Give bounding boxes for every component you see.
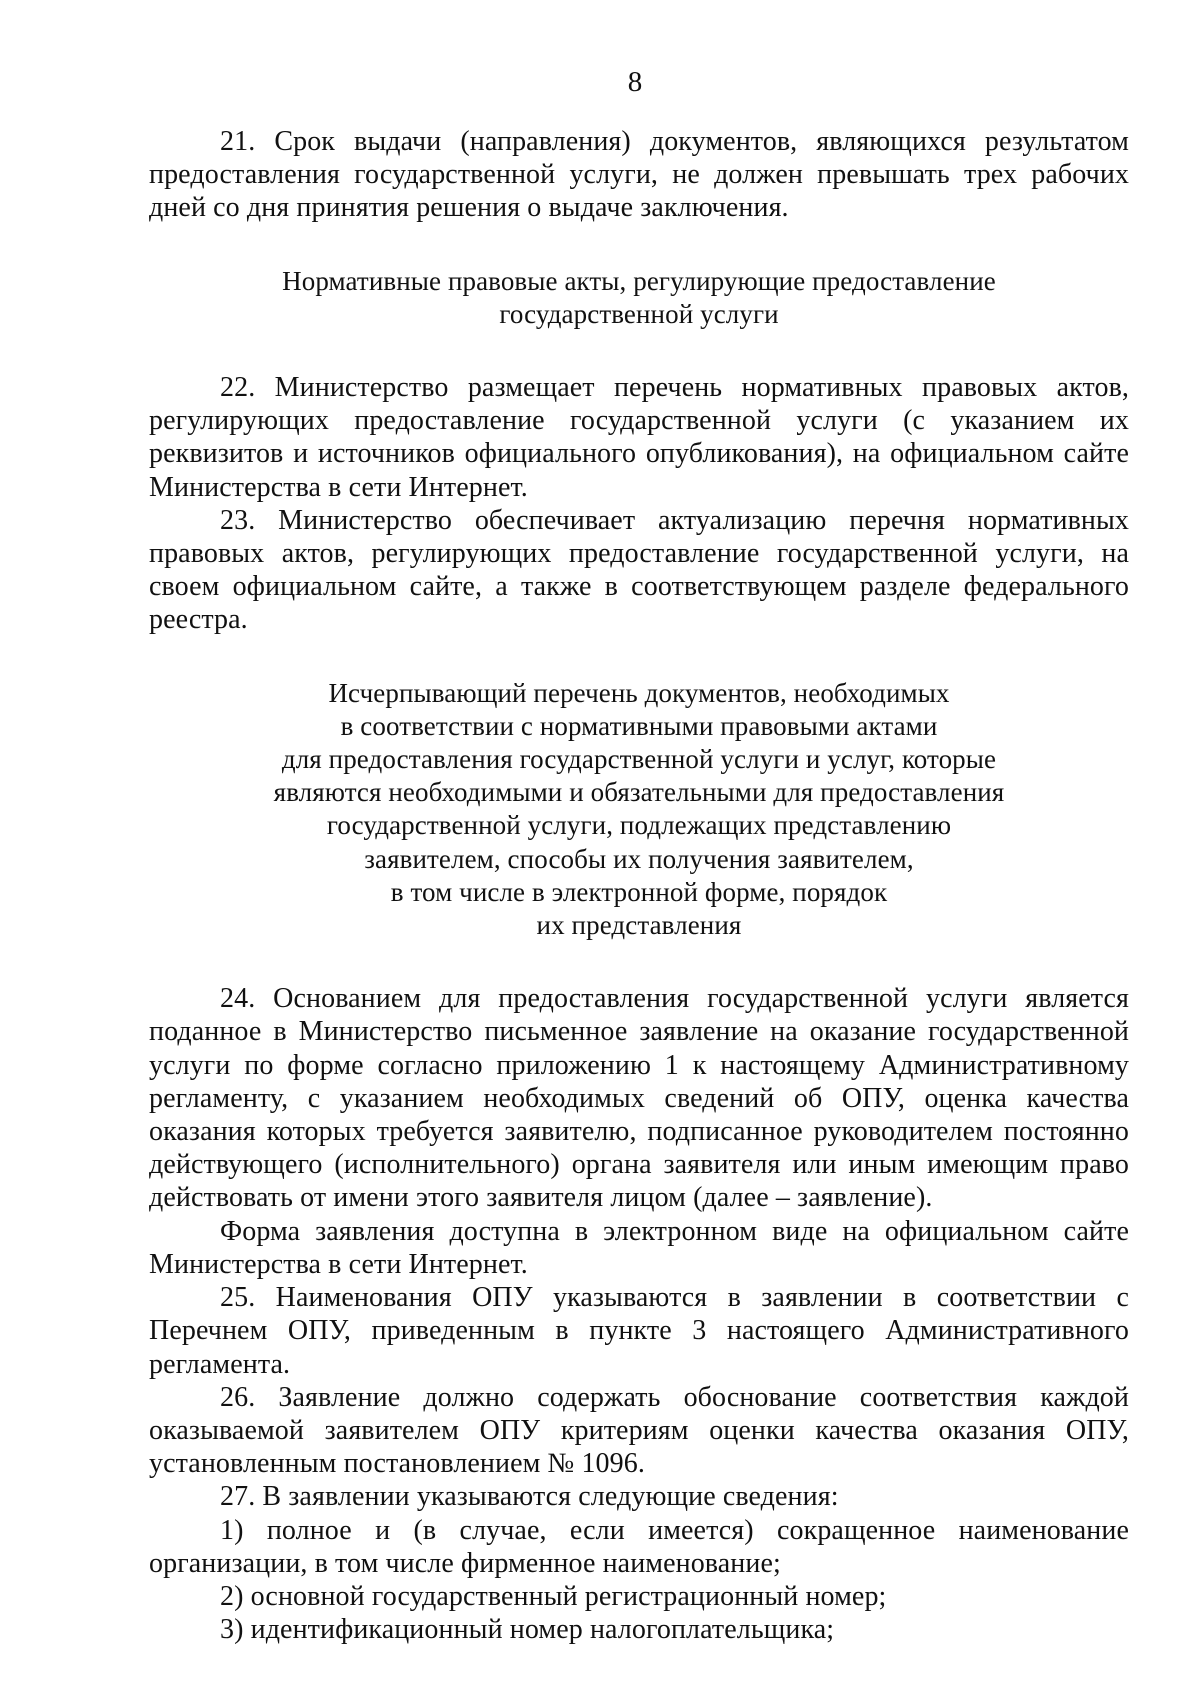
list-item-27-2: 2) основной государственный регистрационный номер; [220,1580,887,1612]
paragraph-21: 21. Срок выдачи (направления) документов, являющихся результатом предоставления государственной услуги, не должен превышать трех рабочих дней со дня принятия решения о выдаче заключения. [149,126,1129,224]
section-heading-normative-acts [149,265,1129,331]
heading-line: являются необходимыми и обязательными для предоставления [273,777,1005,808]
paragraph-26: 26. Заявление должно содержать обоснование соответствия каждой оказываемой заявителем ОПУ критериям оценки качества оказания ОПУ, установленным постановлением № 1096. [149,1381,1129,1480]
paragraph-27: 27. В заявлении указываются следующие сведения: [220,1481,839,1513]
section-heading-documents-list [149,677,1129,943]
list-item-27-1: 1) полное и (в случае, если имеется) сокращенное наименование организации, в том числе фирменное наименование; [149,1514,1129,1579]
heading-line: Исчерпывающий перечень документов, необходимых [328,677,950,708]
heading-line: их представления [536,910,742,941]
heading-line: государственной услуги, подлежащих представлению [326,810,952,841]
heading-line: в том числе в электронной форме, порядок [390,876,888,907]
heading-line: в соответствии с нормативными правовыми актами [340,710,938,741]
heading-line: Нормативные правовые акты, регулирующие предоставление [282,265,996,296]
paragraph-22: 22. Министерство размещает перечень нормативных правовых актов, регулирующих предоставление государственной услуги (с указанием их реквизитов и источников официального опубликования), на официальном сайте Министерства в сети Интернет. [149,372,1129,503]
heading-line: заявителем, способы их получения заявителем, [364,843,914,874]
paragraph-23: 23. Министерство обеспечивает актуализацию перечня нормативных правовых актов, регулирующих предоставление государственной услуги, на своем официальном сайте, а также в соответствующем разделе федерального реестра. [149,504,1129,636]
heading-line: государственной услуги [499,298,779,329]
document-body [149,125,1129,1646]
paragraph-24: 24. Основанием для предоставления государственной услуги является поданное в Министерство письменное заявление на оказание государственной услуги по форме согласно приложению 1 к настоящему Административному регламенту, с указанием необходимых сведений об ОПУ, оценка качества оказания которых требуется заявителю, подписанное руководителем постоянно действующего (исполнительного) органа заявителя или иным имеющим право действовать от имени этого заявителя лицом (далее – заявление). [149,983,1129,1214]
paragraph-24-form: Форма заявления доступна в электронном виде на официальном сайте Министерства в сети Интернет. [149,1215,1129,1280]
list-item-27-3: 3) идентификационный номер налогоплательщика; [220,1614,835,1646]
heading-line: для предоставления государственной услуги и услуг, которые [281,744,997,775]
paragraph-25: 25. Наименования ОПУ указываются в заявлении в соответствии с Перечнем ОПУ, приведенным в пункте 3 настоящего Административного регламента. [149,1282,1129,1380]
page-number: 8 [627,66,643,98]
